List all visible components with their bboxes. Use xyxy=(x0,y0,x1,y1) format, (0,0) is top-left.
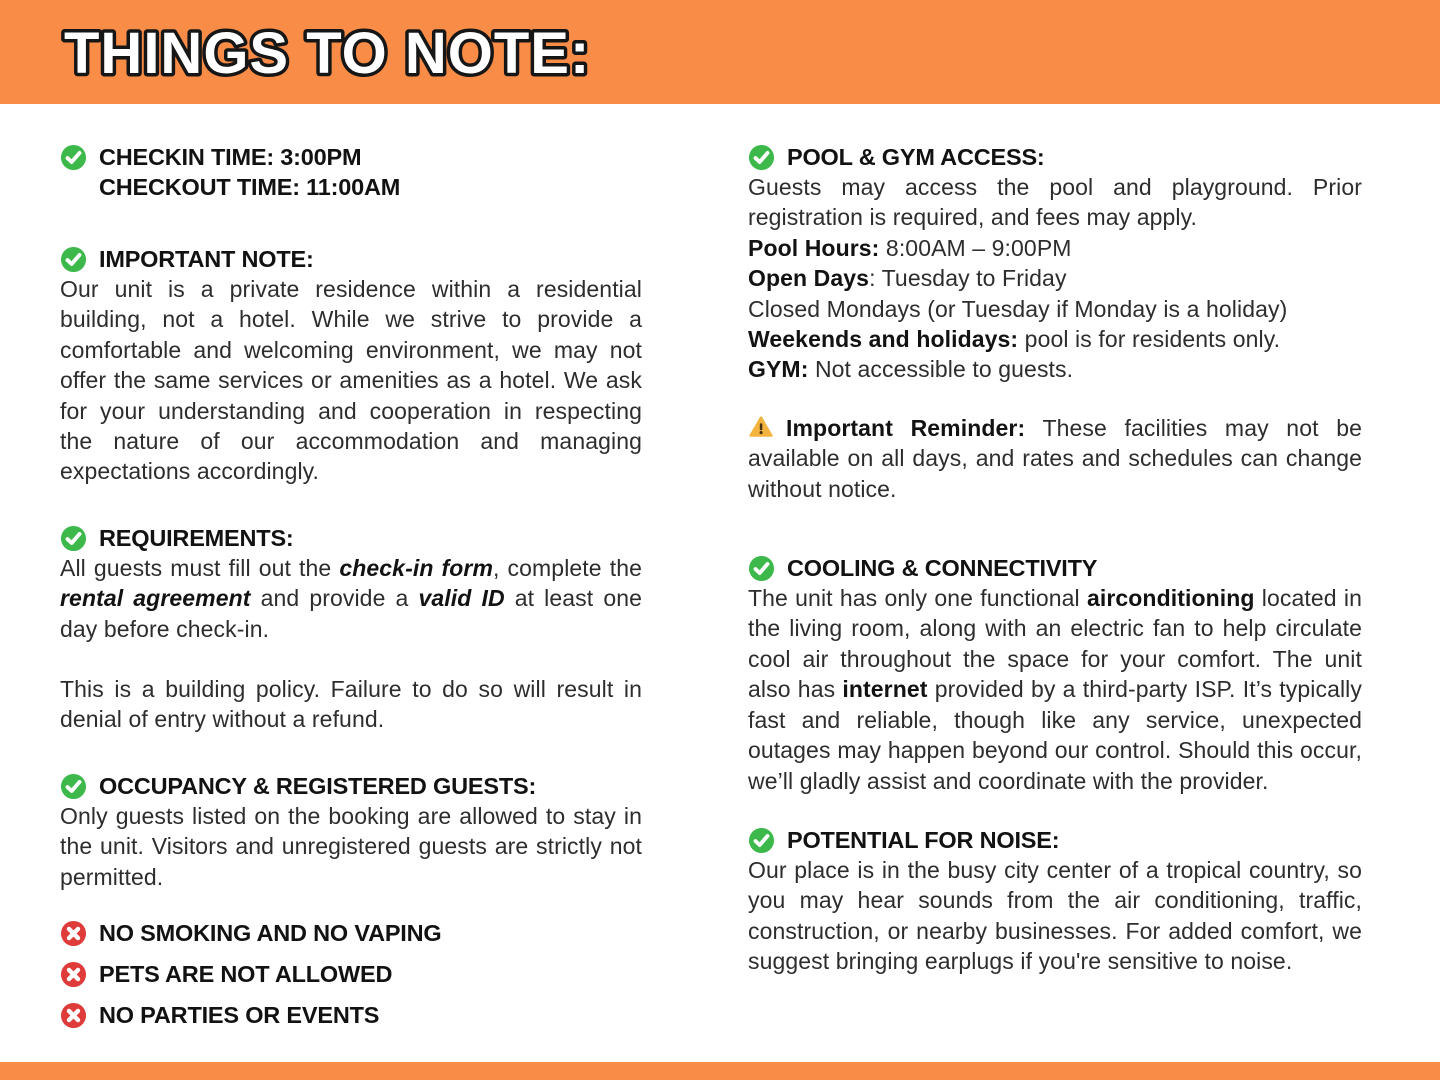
header-bar xyxy=(0,0,1440,104)
section-important-reminder xyxy=(748,413,1362,504)
rule-no-parties xyxy=(60,1000,642,1030)
cross-icon xyxy=(60,1002,87,1029)
page-title-graphic xyxy=(58,7,1058,97)
section-pool-gym xyxy=(748,142,1362,385)
left-column xyxy=(60,142,642,1041)
warning-icon xyxy=(748,415,774,439)
no-parties-label: NO PARTIES OR EVENTS xyxy=(99,1002,380,1029)
open-days-line: Open Days: Tuesday to Friday xyxy=(748,265,1067,292)
closed-mondays-line: Closed Mondays (or Tuesday if Monday is a holiday) xyxy=(748,295,1288,322)
important-note-heading: IMPORTANT NOTE: xyxy=(99,246,314,272)
pool-intro-paragraph: Guests may access the pool and playground. Prior registration is required, and fees may apply. xyxy=(748,174,1362,231)
check-icon xyxy=(748,555,775,582)
check-icon xyxy=(60,525,87,552)
reminder-label: Important Reminder: xyxy=(786,414,1026,441)
checkout-time: CHECKOUT TIME: 11:00AM xyxy=(99,174,401,200)
noise-heading: POTENTIAL FOR NOISE: xyxy=(787,826,1060,853)
rule-no-pets xyxy=(60,959,642,989)
cross-icon xyxy=(60,961,87,988)
check-icon xyxy=(748,144,775,171)
rental-agreement-emphasis: rental agreement xyxy=(60,585,251,612)
cross-icon xyxy=(60,920,87,947)
right-column xyxy=(748,142,1362,1041)
requirements-heading: REQUIREMENTS: xyxy=(99,524,294,551)
content xyxy=(0,104,1440,1041)
cooling-paragraph: The unit has only one functional airconditioning located in the living room, along with an electric fan to help circulate cool air throughout the space for your comfort. The unit also has internet provided by a third-party ISP. It’s typically fast and reliable, though like any service, unexpected outages may happen beyond our control. Should this occur, we’ll gladly assist and coordinate with the provider. xyxy=(748,585,1363,794)
valid-id-emphasis: valid ID xyxy=(418,585,505,612)
no-pets-label: PETS ARE NOT ALLOWED xyxy=(99,961,393,988)
no-smoking-label: NO SMOKING AND NO VAPING xyxy=(99,920,442,947)
section-cooling-connectivity xyxy=(748,553,1362,796)
pool-gym-heading: POOL & GYM ACCESS: xyxy=(787,144,1045,170)
check-icon xyxy=(60,773,87,800)
footer-bar xyxy=(0,1062,1440,1080)
section-requirements xyxy=(60,523,642,735)
cooling-heading: COOLING & CONNECTIVITY xyxy=(787,555,1098,582)
section-checkin xyxy=(60,142,642,202)
paragraph-spacer xyxy=(60,644,642,674)
reminder-paragraph: Important Reminder: These facilities may not be available on all days, and rates and schedules can change without notice. xyxy=(748,414,1362,502)
section-noise xyxy=(748,825,1362,977)
building-policy-paragraph: This is a building policy. Failure to do so will result in denial of entry without a refund. xyxy=(60,676,642,733)
page-title: THINGS TO NOTE: xyxy=(64,21,591,86)
airconditioning-emphasis: airconditioning xyxy=(1086,585,1255,612)
noise-paragraph: Our place is in the busy city center of a tropical country, so you may hear sounds from the air conditioning, traffic, construction, or nearby businesses. For added comfort, we suggest bringing earplugs if you're sensitive to noise. xyxy=(748,856,1362,975)
occupancy-heading: OCCUPANCY & REGISTERED GUESTS: xyxy=(99,772,537,799)
checkin-form-emphasis: check-in form xyxy=(339,554,494,581)
internet-emphasis: internet xyxy=(842,676,928,703)
section-important-note xyxy=(60,244,642,487)
important-note-paragraph: Our unit is a private residence within a residential building, not a hotel. While we strive to provide a comfortable and welcoming environment, we may not offer the same services or amenities as a hotel. We ask for your understanding and cooperation in respecting the nature of our accommodation and managing expectations accordingly. xyxy=(60,276,642,485)
gym-line: GYM: Not accessible to guests. xyxy=(748,356,1074,383)
pool-hours-line: Pool Hours: 8:00AM – 9:00PM xyxy=(748,234,1072,261)
checkin-time: CHECKIN TIME: 3:00PM xyxy=(99,144,362,170)
check-icon xyxy=(60,246,87,273)
requirements-paragraph: All guests must fill out the check-in form, complete the rental agreement and provide a valid ID at least one day before check-in. xyxy=(60,554,642,642)
occupancy-paragraph: Only guests listed on the booking are allowed to stay in the unit. Visitors and unregistered guests are strictly not permitted. xyxy=(60,802,642,890)
check-icon xyxy=(60,144,87,171)
rule-no-smoking xyxy=(60,918,642,948)
check-icon xyxy=(748,827,775,854)
section-occupancy xyxy=(60,771,642,892)
weekends-line: Weekends and holidays: pool is for residents only. xyxy=(748,326,1281,353)
